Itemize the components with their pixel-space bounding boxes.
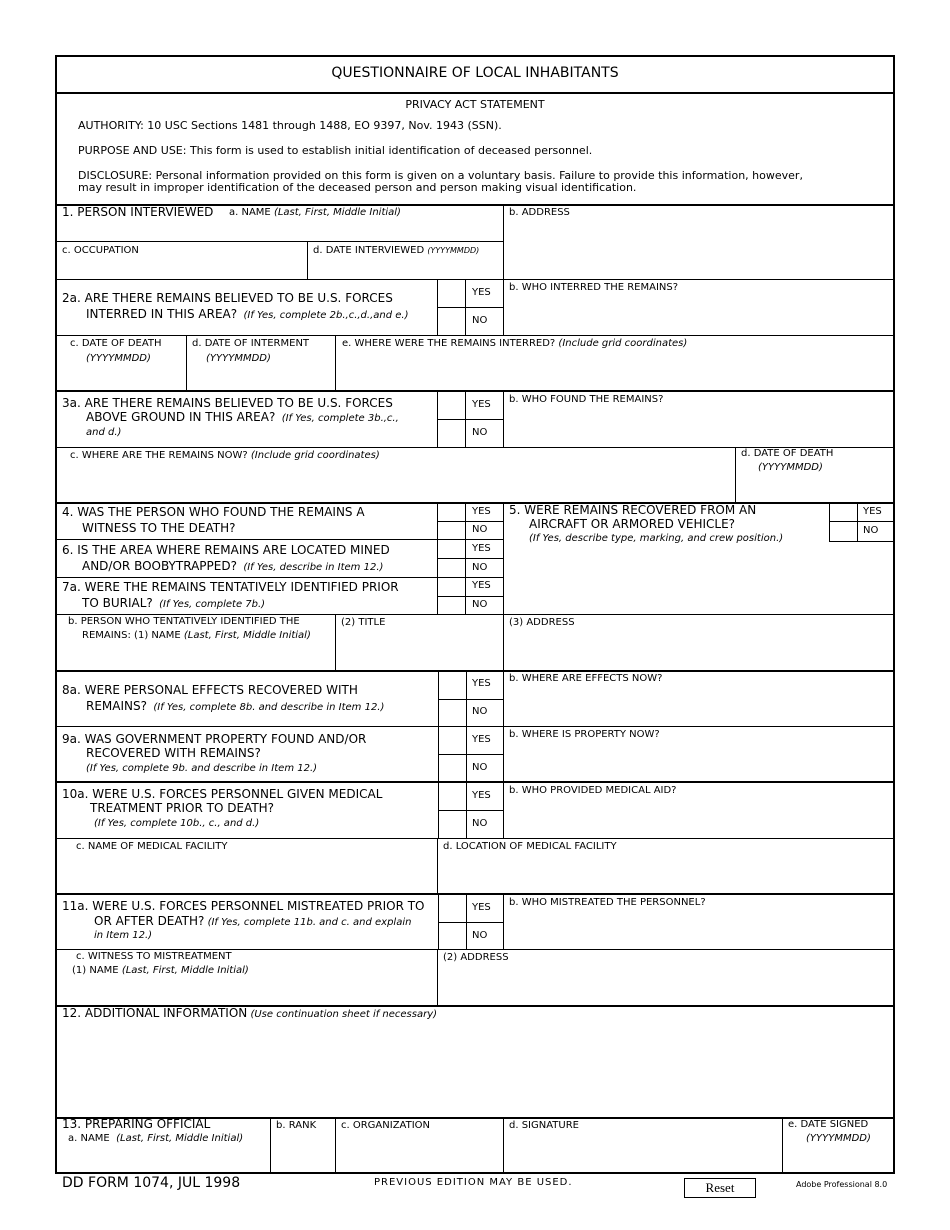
- item13b-input[interactable]: [274, 1134, 332, 1170]
- item11a-line2-text: OR AFTER DEATH?: [94, 914, 205, 928]
- divider: [55, 241, 503, 242]
- item1-address-input[interactable]: [508, 222, 890, 276]
- privacy-heading: PRIVACY ACT STATEMENT: [405, 98, 545, 111]
- divider: [503, 782, 504, 838]
- item5-line1: 5. WERE REMAINS RECOVERED FROM AN: [509, 503, 757, 517]
- item10a-yes-label: YES: [472, 790, 491, 801]
- divider: [735, 447, 736, 502]
- item13c-input[interactable]: [340, 1134, 500, 1170]
- divider: [335, 614, 336, 670]
- item3b-label: b. WHO FOUND THE REMAINS?: [509, 394, 664, 405]
- item9a-yes-label: YES: [472, 734, 491, 745]
- item2c-input[interactable]: [60, 367, 184, 388]
- divider: [437, 838, 438, 893]
- divider: [55, 838, 895, 839]
- item7b-name-input[interactable]: [60, 645, 332, 667]
- item2e-note: (Include grid coordinates): [558, 338, 688, 349]
- item1-date-input[interactable]: [312, 258, 500, 277]
- item2a-yes-label: YES: [472, 287, 491, 298]
- divider: [55, 893, 895, 895]
- item8a-note: (If Yes, complete 8b. and describe in Item 12.): [153, 702, 385, 713]
- item2b-input[interactable]: [508, 296, 890, 332]
- item8b-label: b. WHERE ARE EFFECTS NOW?: [509, 673, 663, 684]
- item11a-note1: (If Yes, complete 11b. and c. and explain: [207, 917, 412, 928]
- item4-line2: WITNESS TO THE DEATH?: [82, 521, 236, 535]
- item6-line1: 6. IS THE AREA WHERE REMAINS ARE LOCATED MINED: [62, 543, 390, 557]
- divider: [55, 335, 895, 336]
- divider: [503, 671, 504, 726]
- item2d-label: d. DATE OF INTERMENT: [192, 338, 310, 349]
- divider: [55, 577, 503, 578]
- item13d-input[interactable]: [508, 1134, 780, 1170]
- item11a-yes-label: YES: [472, 902, 491, 913]
- item3d-note-text: (YYYYMMDD): [758, 462, 823, 473]
- privacy-authority: AUTHORITY: 10 USC Sections 1481 through 1488, EO 9397, Nov. 1943 (SSN).: [78, 119, 502, 132]
- item2a-line1: 2a. ARE THERE REMAINS BELIEVED TO BE U.S. FORCES: [62, 291, 393, 305]
- item3c-label: [70, 449, 380, 462]
- divider: [503, 1118, 504, 1173]
- divider: [782, 1118, 783, 1173]
- divider: [335, 1118, 336, 1173]
- item1-date-text: d. DATE INTERVIEWED: [313, 245, 425, 256]
- item10a-note-text: (If Yes, complete 10b., c., and d.): [94, 818, 260, 829]
- divider: [437, 558, 503, 559]
- item8a-line2-text: REMAINS?: [86, 699, 147, 713]
- item6-yes-label: YES: [472, 543, 491, 554]
- item11c-address-input[interactable]: [442, 966, 890, 1003]
- item11c-note: (Last, First, Middle Initial): [121, 965, 249, 976]
- item13e-note: [806, 1132, 871, 1145]
- item2d-note: [206, 352, 271, 365]
- item3a-note1: (If Yes, complete 3b.,c.,: [281, 413, 399, 424]
- divider: [307, 241, 308, 279]
- item1-label: 1. PERSON INTERVIEWED: [62, 205, 214, 219]
- item8b-input[interactable]: [508, 688, 890, 724]
- item3d-note: [758, 461, 823, 474]
- item7b-title-label: (2) TITLE: [341, 617, 386, 628]
- item7b-address-input[interactable]: [508, 632, 890, 667]
- item4-yes-label: YES: [472, 506, 491, 517]
- item9a-line1: 9a. WAS GOVERNMENT PROPERTY FOUND AND/OR: [62, 732, 367, 746]
- divider: [55, 279, 895, 280]
- item11c-line1: c. WITNESS TO MISTREATMENT: [76, 951, 232, 962]
- item5-note: [529, 532, 783, 545]
- item5-input[interactable]: [508, 546, 890, 610]
- item11a-line2: [94, 914, 411, 929]
- divider: [186, 335, 187, 390]
- item12-label: [62, 1006, 437, 1021]
- divider: [437, 307, 503, 308]
- item1-occupation-input[interactable]: [60, 258, 304, 277]
- item2a-note: (If Yes, complete 2b.,c.,d.,and e.): [243, 310, 409, 321]
- item4-line1: 4. WAS THE PERSON WHO FOUND THE REMAINS A: [62, 505, 365, 519]
- item13e-input[interactable]: [786, 1148, 890, 1170]
- item5-no-label: NO: [863, 525, 879, 536]
- item11a-line1: 11a. WERE U.S. FORCES PERSONNEL MISTREATED PRIOR TO: [62, 899, 425, 913]
- item13e-note-text: (YYYYMMDD): [806, 1133, 871, 1144]
- reset-button[interactable]: Reset: [684, 1178, 756, 1198]
- item10d-label: d. LOCATION OF MEDICAL FACILITY: [443, 841, 617, 852]
- item10a-line1: 10a. WERE U.S. FORCES PERSONNEL GIVEN MEDICAL: [62, 787, 383, 801]
- item8a-no-label: NO: [472, 706, 488, 717]
- item2d-note-text: (YYYYMMDD): [206, 353, 271, 364]
- divider: [503, 726, 504, 781]
- item7a-line1: 7a. WERE THE REMAINS TENTATIVELY IDENTIFIED PRIOR: [62, 580, 399, 594]
- item10c-label: c. NAME OF MEDICAL FACILITY: [76, 841, 228, 852]
- item7a-yes-label: YES: [472, 580, 491, 591]
- item1-name-label: [229, 206, 401, 219]
- item12-note: (Use continuation sheet if necessary): [250, 1009, 438, 1020]
- item11a-note2: [94, 929, 152, 942]
- item2a-line2-text: INTERRED IN THIS AREA?: [86, 307, 238, 321]
- divider: [503, 503, 504, 670]
- item7b-line2-text: REMAINS: (1) NAME: [82, 630, 181, 641]
- item3d-input[interactable]: [740, 476, 890, 500]
- item2c-note: [86, 352, 151, 365]
- divider: [55, 92, 895, 94]
- item2e-label: [342, 337, 687, 350]
- item7b-note: (Last, First, Middle Initial): [183, 630, 311, 641]
- item7b-address-label: (3) ADDRESS: [509, 617, 575, 628]
- item13a-label: [68, 1132, 243, 1145]
- item10a-no-label: NO: [472, 818, 488, 829]
- item3b-input[interactable]: [508, 408, 890, 444]
- item12-textarea[interactable]: [60, 1022, 890, 1114]
- divider: [857, 503, 858, 541]
- item9b-input[interactable]: [508, 744, 890, 779]
- item10c-input[interactable]: [60, 856, 434, 890]
- item7b-title-input[interactable]: [340, 632, 500, 667]
- item13a-note: (Last, First, Middle Initial): [116, 1133, 244, 1144]
- divider: [437, 596, 503, 597]
- divider: [55, 539, 503, 540]
- item6-no-label: NO: [472, 562, 488, 573]
- previous-edition-note: PREVIOUS EDITION MAY BE USED.: [374, 1177, 573, 1188]
- item10d-input[interactable]: [442, 856, 890, 890]
- item13e-label: e. DATE SIGNED: [788, 1119, 869, 1130]
- item6-line2: [82, 559, 383, 574]
- item1-address-label: b. ADDRESS: [509, 207, 570, 218]
- privacy-disclosure-1: DISCLOSURE: Personal information provided on this form is given on a voluntary basis. Failure to provide this information, however,: [78, 169, 803, 182]
- divider: [55, 390, 895, 392]
- divider: [55, 502, 895, 504]
- item11b-input[interactable]: [508, 912, 890, 947]
- item2d-input[interactable]: [190, 367, 333, 388]
- item6-note: (If Yes, describe in Item 12.): [243, 562, 384, 573]
- divider: [55, 726, 895, 727]
- divider: [437, 949, 438, 1005]
- divider: [503, 205, 504, 279]
- item13b-label: b. RANK: [276, 1120, 317, 1131]
- item7b-line2: [82, 629, 311, 642]
- divider: [438, 754, 503, 755]
- privacy-disclosure-2: may result in improper identification of the deceased person and person making visual identification.: [78, 181, 637, 194]
- software-label: Adobe Professional 8.0: [796, 1180, 888, 1189]
- item9a-no-label: NO: [472, 762, 488, 773]
- item13c-label: c. ORGANIZATION: [341, 1120, 431, 1131]
- item5-line2: AIRCRAFT OR ARMORED VEHICLE?: [529, 517, 736, 531]
- divider: [829, 541, 895, 542]
- divider: [829, 521, 895, 522]
- item13a-input[interactable]: [60, 1148, 268, 1170]
- divider: [438, 699, 503, 700]
- item7a-line2-text: TO BURIAL?: [82, 596, 153, 610]
- item2c-note-text: (YYYYMMDD): [86, 353, 151, 364]
- item9b-label: b. WHERE IS PROPERTY NOW?: [509, 729, 660, 740]
- divider: [437, 419, 503, 420]
- divider: [438, 810, 503, 811]
- item4-no-label: NO: [472, 524, 488, 535]
- item5-yes-label: YES: [863, 506, 882, 517]
- divider: [55, 781, 895, 783]
- divider: [829, 503, 830, 541]
- item3c-input[interactable]: [60, 464, 732, 500]
- item5-note-text: (If Yes, describe type, marking, and crew position.): [529, 533, 784, 544]
- item3a-line2: [86, 410, 399, 425]
- item3a-line2-text: ABOVE GROUND IN THIS AREA?: [86, 410, 276, 424]
- divider: [438, 922, 503, 923]
- item11c-name-input[interactable]: [60, 979, 434, 1003]
- item3c-note: (Include grid coordinates): [250, 450, 380, 461]
- item13-label: 13. PREPARING OFFICIAL: [62, 1117, 211, 1131]
- item7b-line1: b. PERSON WHO TENTATIVELY IDENTIFIED THE: [68, 616, 300, 627]
- item1-name-text: a. NAME: [229, 207, 271, 218]
- divider: [335, 335, 336, 390]
- item3a-line1: 3a. ARE THERE REMAINS BELIEVED TO BE U.S. FORCES: [62, 396, 393, 410]
- item10a-line2: TREATMENT PRIOR TO DEATH?: [90, 801, 275, 815]
- item2a-no-label: NO: [472, 315, 488, 326]
- item10b-input[interactable]: [508, 800, 890, 835]
- item2b-label: b. WHO INTERRED THE REMAINS?: [509, 282, 679, 293]
- form-number: DD FORM 1074, JUL 1998: [62, 1175, 241, 1191]
- item1-name-input[interactable]: [60, 222, 500, 240]
- item3d-label: d. DATE OF DEATH: [741, 448, 834, 459]
- item1-occupation-label: c. OCCUPATION: [62, 245, 139, 256]
- item7a-note: (If Yes, complete 7b.): [159, 599, 266, 610]
- item3a-no-label: NO: [472, 427, 488, 438]
- item9a-note-text: (If Yes, complete 9b. and describe in Item 12.): [86, 763, 318, 774]
- item2e-text: e. WHERE WERE THE REMAINS INTERRED?: [342, 338, 556, 349]
- divider: [503, 894, 504, 950]
- item7a-no-label: NO: [472, 599, 488, 610]
- divider: [503, 391, 504, 447]
- item10b-label: b. WHO PROVIDED MEDICAL AID?: [509, 785, 677, 796]
- divider: [55, 670, 895, 672]
- divider: [437, 521, 503, 522]
- item3c-text: c. WHERE ARE THE REMAINS NOW?: [70, 450, 248, 461]
- item9a-line2: RECOVERED WITH REMAINS?: [86, 746, 261, 760]
- item3a-note2: [86, 426, 121, 439]
- item8a-line2: [86, 699, 384, 714]
- item6-line2-text: AND/OR BOOBYTRAPPED?: [82, 559, 237, 573]
- item8a-line1: 8a. WERE PERSONAL EFFECTS RECOVERED WITH: [62, 683, 358, 697]
- item11b-label: b. WHO MISTREATED THE PERSONNEL?: [509, 897, 706, 908]
- item2c-label: c. DATE OF DEATH: [70, 338, 162, 349]
- item3a-yes-label: YES: [472, 399, 491, 410]
- item7a-line2: [82, 596, 265, 611]
- item11c-line2-text: (1) NAME: [72, 965, 119, 976]
- form-title: QUESTIONNAIRE OF LOCAL INHABITANTS: [331, 65, 619, 81]
- item11a-no-label: NO: [472, 930, 488, 941]
- item3a-note2-text: and d.): [86, 427, 122, 438]
- item11c-line2: [72, 964, 249, 977]
- item13d-label: d. SIGNATURE: [509, 1120, 579, 1131]
- item1-name-note: (Last, First, Middle Initial): [273, 207, 401, 218]
- item12-label-text: 12. ADDITIONAL INFORMATION: [62, 1006, 248, 1020]
- item2e-input[interactable]: [340, 352, 890, 388]
- item1-date-note: (YYYYMMDD): [427, 246, 480, 255]
- item13a-text: a. NAME: [68, 1133, 110, 1144]
- item11c-address-label: (2) ADDRESS: [443, 952, 509, 963]
- item9a-note: [86, 762, 317, 775]
- divider: [270, 1118, 271, 1173]
- item10a-note: [94, 817, 259, 830]
- item8a-yes-label: YES: [472, 678, 491, 689]
- item1-date-label: [313, 244, 479, 257]
- privacy-purpose: PURPOSE AND USE: This form is used to establish initial identification of deceased personnel.: [78, 144, 593, 157]
- item2a-line2: [86, 307, 409, 322]
- item11a-note2-text: in Item 12.): [94, 930, 153, 941]
- divider: [503, 279, 504, 335]
